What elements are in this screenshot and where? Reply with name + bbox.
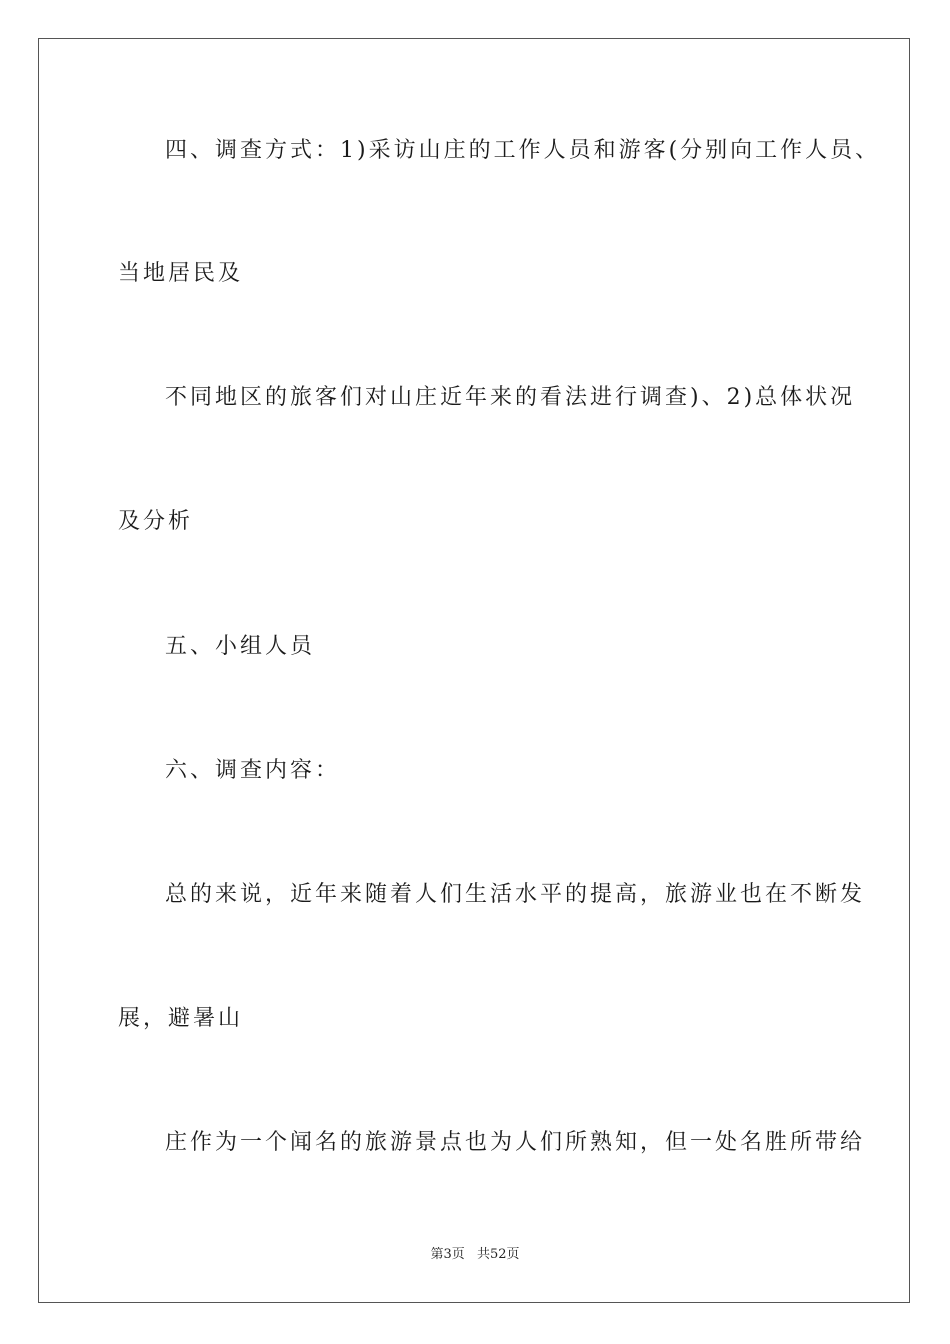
page-footer — [0, 1246, 950, 1264]
paragraph-line: 四、调查方式：1)采访山庄的工作人员和游客(分别向工作人员、 — [165, 138, 881, 163]
paragraph-line: 庄作为一个闻名的旅游景点也为人们所熟知，但一处名胜所带给 — [165, 1130, 866, 1155]
page-number-current: 第3页 — [430, 1247, 465, 1262]
page-border — [38, 38, 910, 1303]
page-number-total: 共52页 — [476, 1247, 520, 1262]
section-heading: 五、小组人员 — [165, 634, 316, 659]
paragraph-line: 展，避暑山 — [118, 1006, 244, 1031]
paragraph-line: 总的来说，近年来随着人们生活水平的提高，旅游业也在不断发 — [165, 882, 866, 907]
paragraph-line: 当地居民及 — [118, 261, 244, 286]
section-heading: 六、调查内容： — [165, 758, 341, 783]
paragraph-line: 不同地区的旅客们对山庄近年来的看法进行调查)、2)总体状况 — [165, 385, 856, 410]
paragraph-line: 及分析 — [118, 509, 194, 534]
